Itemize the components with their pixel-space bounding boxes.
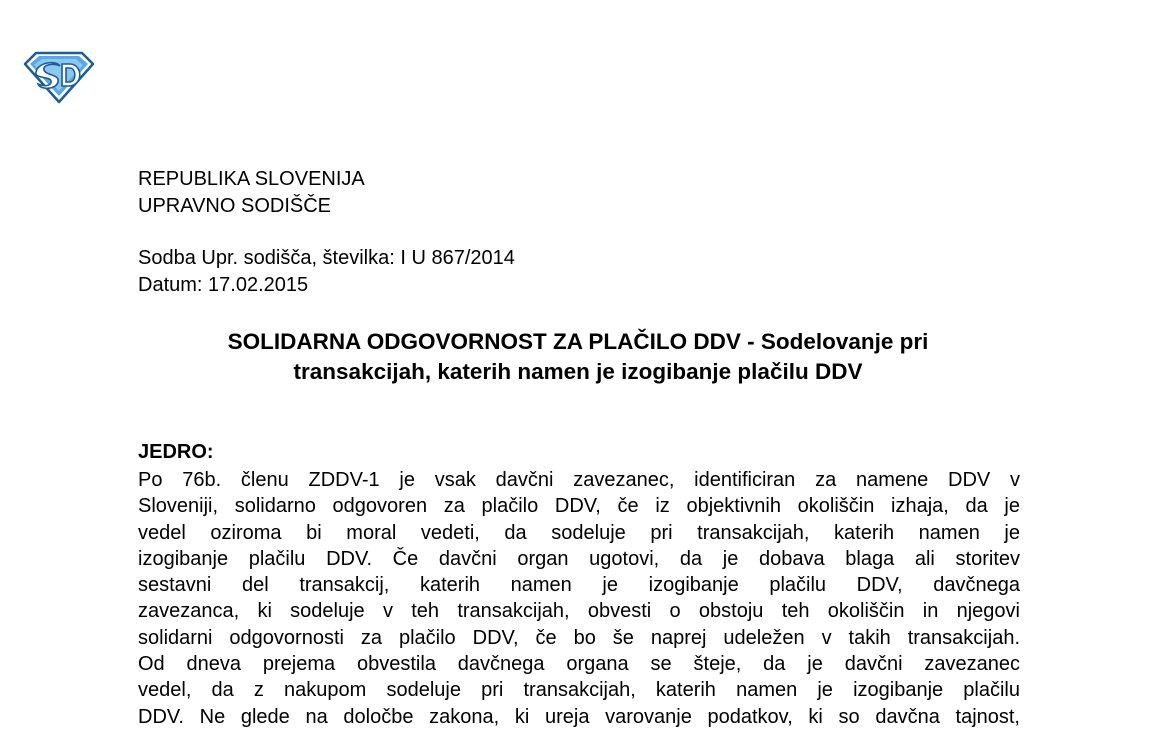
jedro-line: sestavni del transakcij, katerih namen je izogibanje plačilu DDV, davčnega	[138, 574, 1020, 597]
document-title	[138, 327, 1018, 387]
case-number: Sodba Upr. sodišča, številka: I U 867/2014	[138, 247, 515, 269]
jedro-line: vedel oziroma bi moral vedeti, da sodeluje pri transakcijah, katerih namen je	[138, 521, 1020, 544]
jedro-line: solidarni odgovornosti za plačilo DDV, če bo še naprej udeležen v takih transakcijah.	[138, 626, 1020, 649]
jedro-line: izogibanje plačilu DDV. Če davčni organ ugotovi, da je dobava blaga ali storitev	[138, 547, 1020, 570]
case-meta	[138, 245, 515, 299]
jedro-line: zavezanca, ki sodeluje v teh transakcijah, obvesti o obstoju teh okoliščin in njegovi	[138, 600, 1020, 623]
court-header	[138, 166, 365, 220]
title-line-2: transakcijah, katerih namen je izogibanje plačilu DDV	[293, 359, 863, 384]
court-logo	[22, 50, 96, 104]
jedro-line: vedel, da z nakupom sodeluje pri transakcijah, katerih namen je izogibanje plačilu	[138, 679, 1020, 702]
jedro-paragraph	[138, 467, 1020, 730]
case-date: Datum: 17.02.2015	[138, 274, 309, 296]
header-court: UPRAVNO SODIŠČE	[138, 195, 331, 217]
header-country: REPUBLIKA SLOVENIJA	[138, 168, 365, 190]
title-line-1: SOLIDARNA ODGOVORNOST ZA PLAČILO DDV - Sodelovanje pri	[227, 329, 929, 354]
jedro-line: Sloveniji, solidarno odgovoren za plačilo DDV, če iz objektivnih okoliščin izhaja, da je	[138, 495, 1020, 518]
jedro-line: Po 76b. členu ZDDV-1 je vsak davčni zavezanec, identificiran za namene DDV v	[138, 469, 1020, 491]
jedro-line: Od dneva prejema obvestila davčnega organa se šteje, da je davčni zavezanec	[138, 653, 1020, 676]
jedro-line: DDV. Ne glede na določbe zakona, ki ureja varovanje podatkov, ki so davčna tajnost,	[138, 705, 1020, 728]
jedro-heading: JEDRO:	[138, 441, 214, 463]
